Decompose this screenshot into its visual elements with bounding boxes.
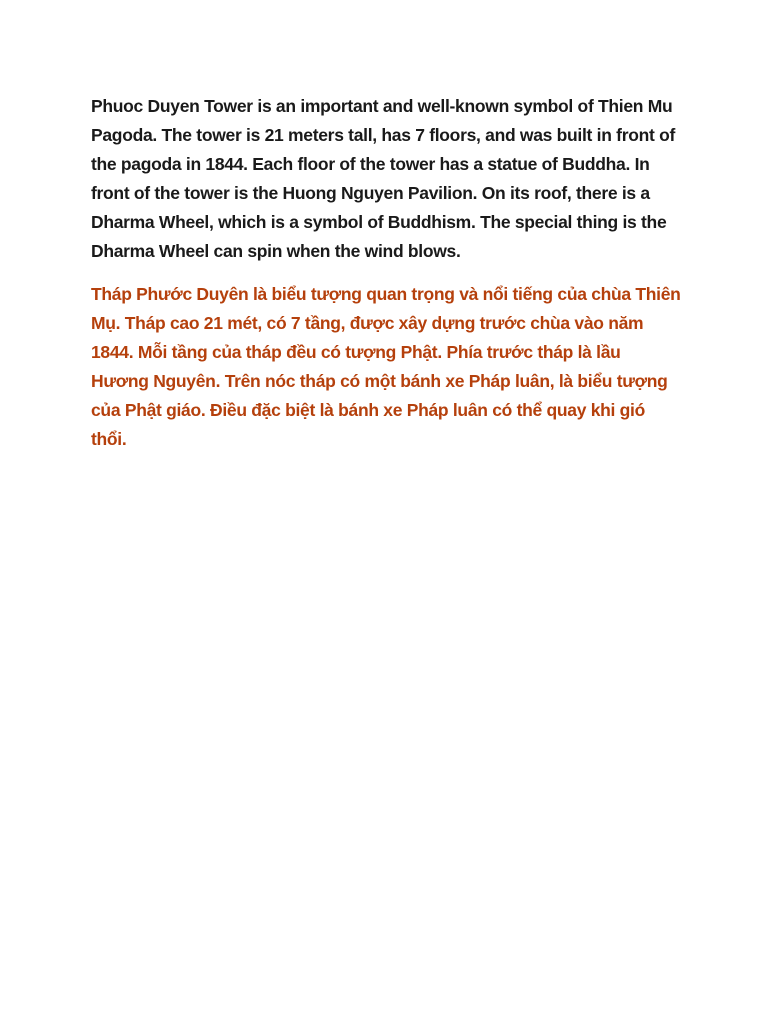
vietnamese-paragraph: Tháp Phước Duyên là biểu tượng quan trọng và nổi tiếng của chùa Thiên Mụ. Tháp cao 21 mét, có 7 tầng, được xây dựng trước chùa vào năm 1844. Mỗi tầng của tháp đều có tượng Phật. Phía trước tháp là lầu Hương Nguyên. Trên nóc tháp có một bánh xe Pháp luân, là biểu tượng của Phật giáo. Điều đặc biệt là bánh xe Pháp luân có thể quay khi gió thổi. <box>91 284 681 449</box>
document-body <box>91 92 681 454</box>
english-paragraph: Phuoc Duyen Tower is an important and well-known symbol of Thien Mu Pagoda. The tower is 21 meters tall, has 7 floors, and was built in front of the pagoda in 1844. Each floor of the tower has a statue of Buddha. In front of the tower is the Huong Nguyen Pavilion. On its roof, there is a Dharma Wheel, which is a symbol of Buddhism. The special thing is the Dharma Wheel can spin when the wind blows. <box>91 96 675 261</box>
